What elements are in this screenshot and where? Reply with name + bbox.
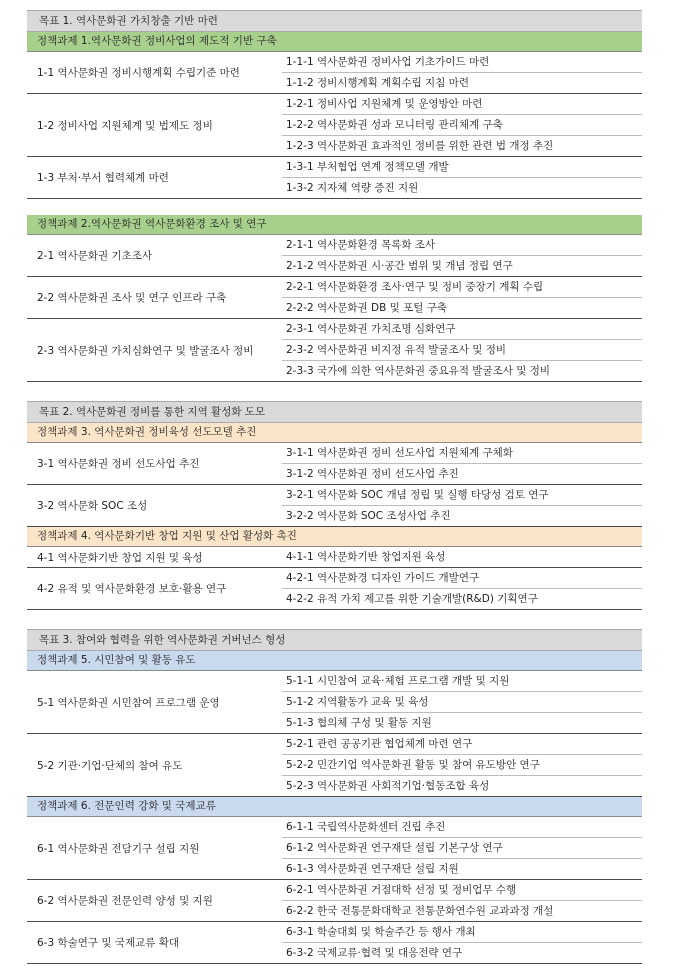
strategy-label: 4-2 유적 및 역사문화환경 보호·활용 연구 [37,583,227,595]
strategy-label: 2-3 역사문화권 가치심화연구 및 발굴조사 정비 [37,344,254,357]
action-item: 6-2-1 역사문화권 거점대학 선정 및 정비업무 수행 [282,880,642,901]
action-item: 2-2-1 역사문화환경 조사·연구 및 정비 중장기 계획 수립 [282,277,642,298]
goal-header: 목표 2. 역사문화권 정비를 통한 지역 활성화 도모 [27,401,642,423]
action-item: 1-2-3 역사문화권 효과적인 정비를 위한 관련 법 개정 추진 [286,140,554,152]
action-item: 4-2-1 역사문화경 디자인 가이드 개발연구 [282,568,642,589]
policy-task-header: 정책과제 5. 시민참여 및 활동 유도 [27,651,642,671]
action-list [282,734,642,796]
action-item: 5-2-2 민간기업 역사문화권 활동 및 참여 유도방안 연구 [282,755,642,776]
action-item: 2-3-2 역사문화권 비지정 유적 발굴조사 및 정비 [282,340,642,361]
action-item: 3-2-2 역사문화 SOC 조성사업 추진 [286,510,451,522]
action-list [282,52,642,93]
strategy-label: 3-1 역사문화권 정비 선도사업 추진 [37,458,200,470]
strategy-label: 3-2 역사문화 SOC 조성 [37,500,148,512]
action-item: 1-3-2 지자체 역량 증진 지원 [286,182,419,194]
policy-task-header: 정책과제 6. 전문인력 강화 및 국제교류 [27,797,642,817]
action-list [282,443,642,484]
action-item: 2-3-3 국가에 의한 역사문화권 중요유적 발굴조사 및 정비 [286,365,550,377]
action-item: 3-1-1 역사문화권 정비 선도사업 지원체계 구체화 [282,443,642,464]
strategy-label: 1-3 부처·부서 협력체계 마련 [37,172,169,184]
policy-task-header: 정책과제 2.역사문화권 역사문화환경 조사 및 연구 [27,215,642,235]
action-item: 1-3-1 부처협업 연계 정책모델 개발 [282,157,642,178]
goal-header: 목표 3. 참여와 협력을 위한 역사문화권 거버넌스 형성 [27,629,642,651]
action-item: 2-3-1 역사문화권 가치조명 심화연구 [282,319,642,340]
strategy-row [27,734,642,797]
strategy-label: 2-2 역사문화권 조사 및 연구 인프라 구축 [37,292,227,304]
action-list [282,547,642,567]
action-list [282,94,642,156]
strategy-row [27,880,642,922]
action-list [282,568,642,609]
strategy-row [27,319,642,382]
policy-task-header: 정책과제 4. 역사문화기반 창업 지원 및 산업 활성화 촉진 [27,527,642,547]
action-item: 1-1-2 정비시행계획 계획수립 지침 마련 [286,77,469,89]
strategy-row [27,443,642,485]
strategy-row [27,922,642,964]
action-item: 2-2-2 역사문화권 DB 및 포털 구축 [286,302,448,314]
strategy-label: 1-2 정비사업 지원체계 및 법제도 정비 [37,119,213,132]
policy-task-header: 정책과제 3. 역사문화권 정비육성 선도모델 추진 [27,423,642,443]
strategy-label: 1-1 역사문화권 정비시행계획 수립기준 마련 [37,67,240,79]
action-item: 5-2-1 관련 공공기관 협업체계 마련 연구 [282,734,642,755]
strategy-label: 6-1 역사문화권 전담기구 설립 지원 [37,842,200,855]
action-item: 3-2-1 역사문화 SOC 개념 정립 및 실행 타당성 검토 연구 [282,485,642,506]
action-item: 2-1-2 역사문화권 시·공간 범위 및 개념 정립 연구 [286,260,513,272]
action-item: 1-2-1 정비사업 지원체계 및 운영방안 마련 [282,94,642,115]
strategy-row [27,94,642,157]
strategy-label: 5-1 역사문화권 시민참여 프로그램 운영 [37,696,220,709]
action-item: 3-1-2 역사문화권 정비 선도사업 추진 [286,468,459,480]
strategy-row [27,485,642,527]
policy-task-header: 정책과제 1.역사문화권 정비사업의 제도적 기반 구축 [27,32,642,52]
action-list [282,319,642,381]
action-list [282,277,642,318]
strategy-row [27,157,642,199]
action-item: 1-2-2 역사문화권 성과 모니터링 관리체계 구축 [282,115,642,136]
action-list [282,485,642,526]
strategy-label: 2-1 역사문화권 기초조사 [37,250,153,262]
action-list [282,157,642,198]
action-item: 6-3-2 국제교류·협력 및 대응전략 연구 [286,947,463,959]
action-item: 6-1-3 역사문화권 연구재단 설립 지원 [286,863,459,875]
action-item: 4-1-1 역사문화기반 창업지원 육성 [286,551,446,563]
action-item: 6-2-2 한국 전통문화대학교 전통문화연수원 교과과정 개설 [286,905,554,917]
strategy-row [27,817,642,880]
strategy-row [27,277,642,319]
strategy-label: 5-2 기관·기업·단체의 참여 유도 [37,759,183,772]
action-item: 2-1-1 역사문화환경 목록화 조사 [282,235,642,256]
action-list [282,922,642,963]
action-item: 6-1-1 국립역사문화센터 건립 추진 [282,817,642,838]
strategy-row [27,547,642,568]
action-item: 6-3-1 학술대회 및 학술주간 등 행사 개최 [282,922,642,943]
action-list [282,235,642,276]
action-item: 5-1-3 협의체 구성 및 활동 지원 [286,717,432,729]
strategy-row [27,671,642,734]
action-item: 1-1-1 역사문화권 정비사업 기초가이드 마련 [282,52,642,73]
strategy-row [27,235,642,277]
strategy-label: 6-3 학술연구 및 국제교류 확대 [37,937,180,949]
action-list [282,817,642,879]
section-spacer [27,382,642,401]
strategy-row [27,52,642,94]
action-item: 5-2-3 역사문화권 사회적기업·협동조합 육성 [286,780,490,792]
action-list [282,671,642,733]
strategy-label: 6-2 역사문화권 전문인력 양성 및 지원 [37,895,213,907]
action-item: 6-1-2 역사문화권 연구재단 설립 기본구상 연구 [282,838,642,859]
section-spacer [27,610,642,629]
action-item: 5-1-1 시민참여 교육·체험 프로그램 개발 및 지원 [282,671,642,692]
action-item: 4-2-2 유적 가치 제고를 위한 기술개발(R&D) 기획연구 [286,593,538,605]
action-list [282,880,642,921]
action-item: 5-1-2 지역활동가 교육 및 육성 [282,692,642,713]
policy-framework-table [27,10,642,964]
goal-header: 목표 1. 역사문화권 가치창출 기반 마련 [27,10,642,32]
strategy-label: 4-1 역사문화기반 창업 지원 및 육성 [37,551,203,564]
strategy-row [27,568,642,610]
